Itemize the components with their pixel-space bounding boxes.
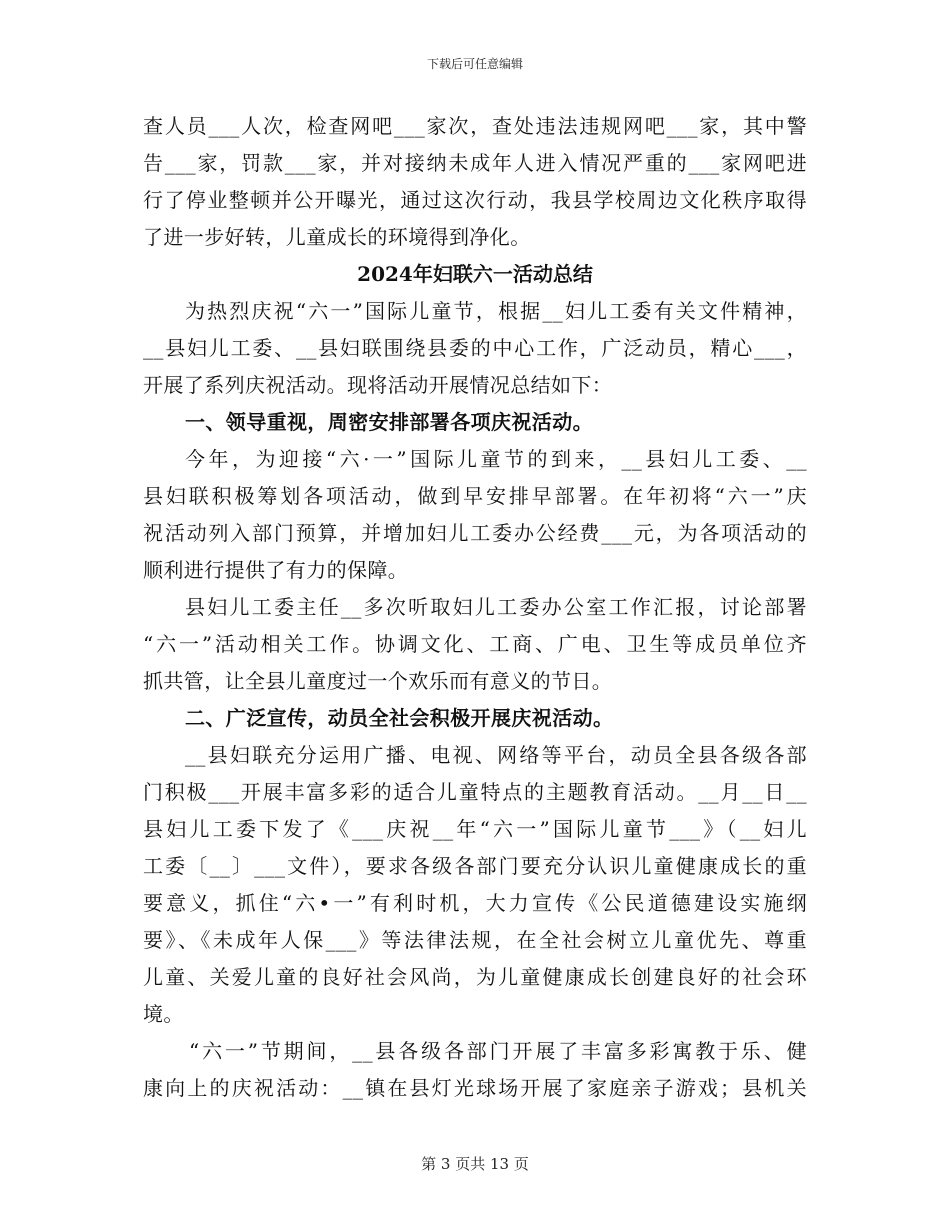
paragraph-line: “六一”节期间，__县各级各部门开展了丰富多彩寓教于乐、健 <box>189 1039 807 1063</box>
document-title: 2024年妇联六一活动总结 <box>357 262 593 286</box>
paragraph-line: 为热烈庆祝“六一”国际儿童节，根据__妇儿工委有关文件精神， <box>185 299 807 323</box>
paragraph-line: 祝活动列入部门预算，并增加妇儿工委办公经费___元，为各项活动的 <box>143 521 807 545</box>
paragraph-line: 儿童、关爱儿童的良好社会风尚，为儿童健康成长创建良好的社会环 <box>143 965 807 989</box>
paragraph-line: 要意义，抓住“六•一”有利时机，大力宣传《公民道德建设实施纲 <box>143 891 807 915</box>
paragraph-line: 查人员___人次，检查网吧___家次，查处违法违规网吧___家，其中警 <box>143 114 807 138</box>
paragraph-line: 了进一步好转，儿童成长的环境得到净化。 <box>143 225 531 249</box>
paragraph-line: __县妇儿工委、__县妇联围绕县委的中心工作，广泛动员，精心___， <box>143 336 807 360</box>
paragraph-line: 境。 <box>143 1002 184 1026</box>
document-body <box>143 108 807 1107</box>
paragraph-line: 县妇联积极筹划各项活动，做到早安排早部署。在年初将“六一”庆 <box>143 484 807 508</box>
page-header: 下载后可任意编辑 <box>426 57 523 71</box>
paragraph-line: 行了停业整顿并公开曝光，通过这次行动，我县学校周边文化秩序取得 <box>143 188 807 212</box>
section-heading-1: 一、领导重视，周密安排部署各项庆祝活动。 <box>185 410 593 434</box>
paragraph-line: 要》、《未成年人保___》等法律法规，在全社会树立儿童优先、尊重 <box>143 928 807 952</box>
paragraph-line: 县妇儿工委主任__多次听取妇儿工委办公室工作汇报，讨论部署 <box>185 595 807 619</box>
paragraph-line: 告___家，罚款___家，并对接纳未成年人进入情况严重的___家网吧进 <box>143 151 807 175</box>
paragraph-line: 县妇儿工委下发了《___庆祝__年“六一”国际儿童节___》（__妇儿 <box>143 817 807 841</box>
paragraph-line: 顺利进行提供了有力的保障。 <box>143 558 409 582</box>
paragraph-line: 开展了系列庆祝活动。现将活动开展情况总结如下： <box>143 373 613 397</box>
paragraph-line: 抓共管，让全县儿童度过一个欢乐而有意义的节日。 <box>143 669 613 693</box>
paragraph-line: 工委〔__〕___文件），要求各级各部门要充分认识儿童健康成长的重 <box>143 854 807 878</box>
paragraph-line: 今年，为迎接“六·一”国际儿童节的到来，__县妇儿工委、__ <box>185 447 807 471</box>
paragraph-line: __县妇联充分运用广播、电视、网络等平台，动员全县各级各部 <box>185 743 807 767</box>
paragraph-line: 门积极___开展丰富多彩的适合儿童特点的主题教育活动。__月__日__ <box>143 780 807 804</box>
page-footer: 第 3 页共 13 页 <box>421 1155 529 1173</box>
paragraph-line: 康向上的庆祝活动：__镇在县灯光球场开展了家庭亲子游戏；县机关 <box>143 1076 807 1100</box>
section-heading-2: 二、广泛宣传，动员全社会积极开展庆祝活动。 <box>185 706 614 730</box>
paragraph-line: “六一”活动相关工作。协调文化、工商、广电、卫生等成员单位齐 <box>143 632 807 656</box>
